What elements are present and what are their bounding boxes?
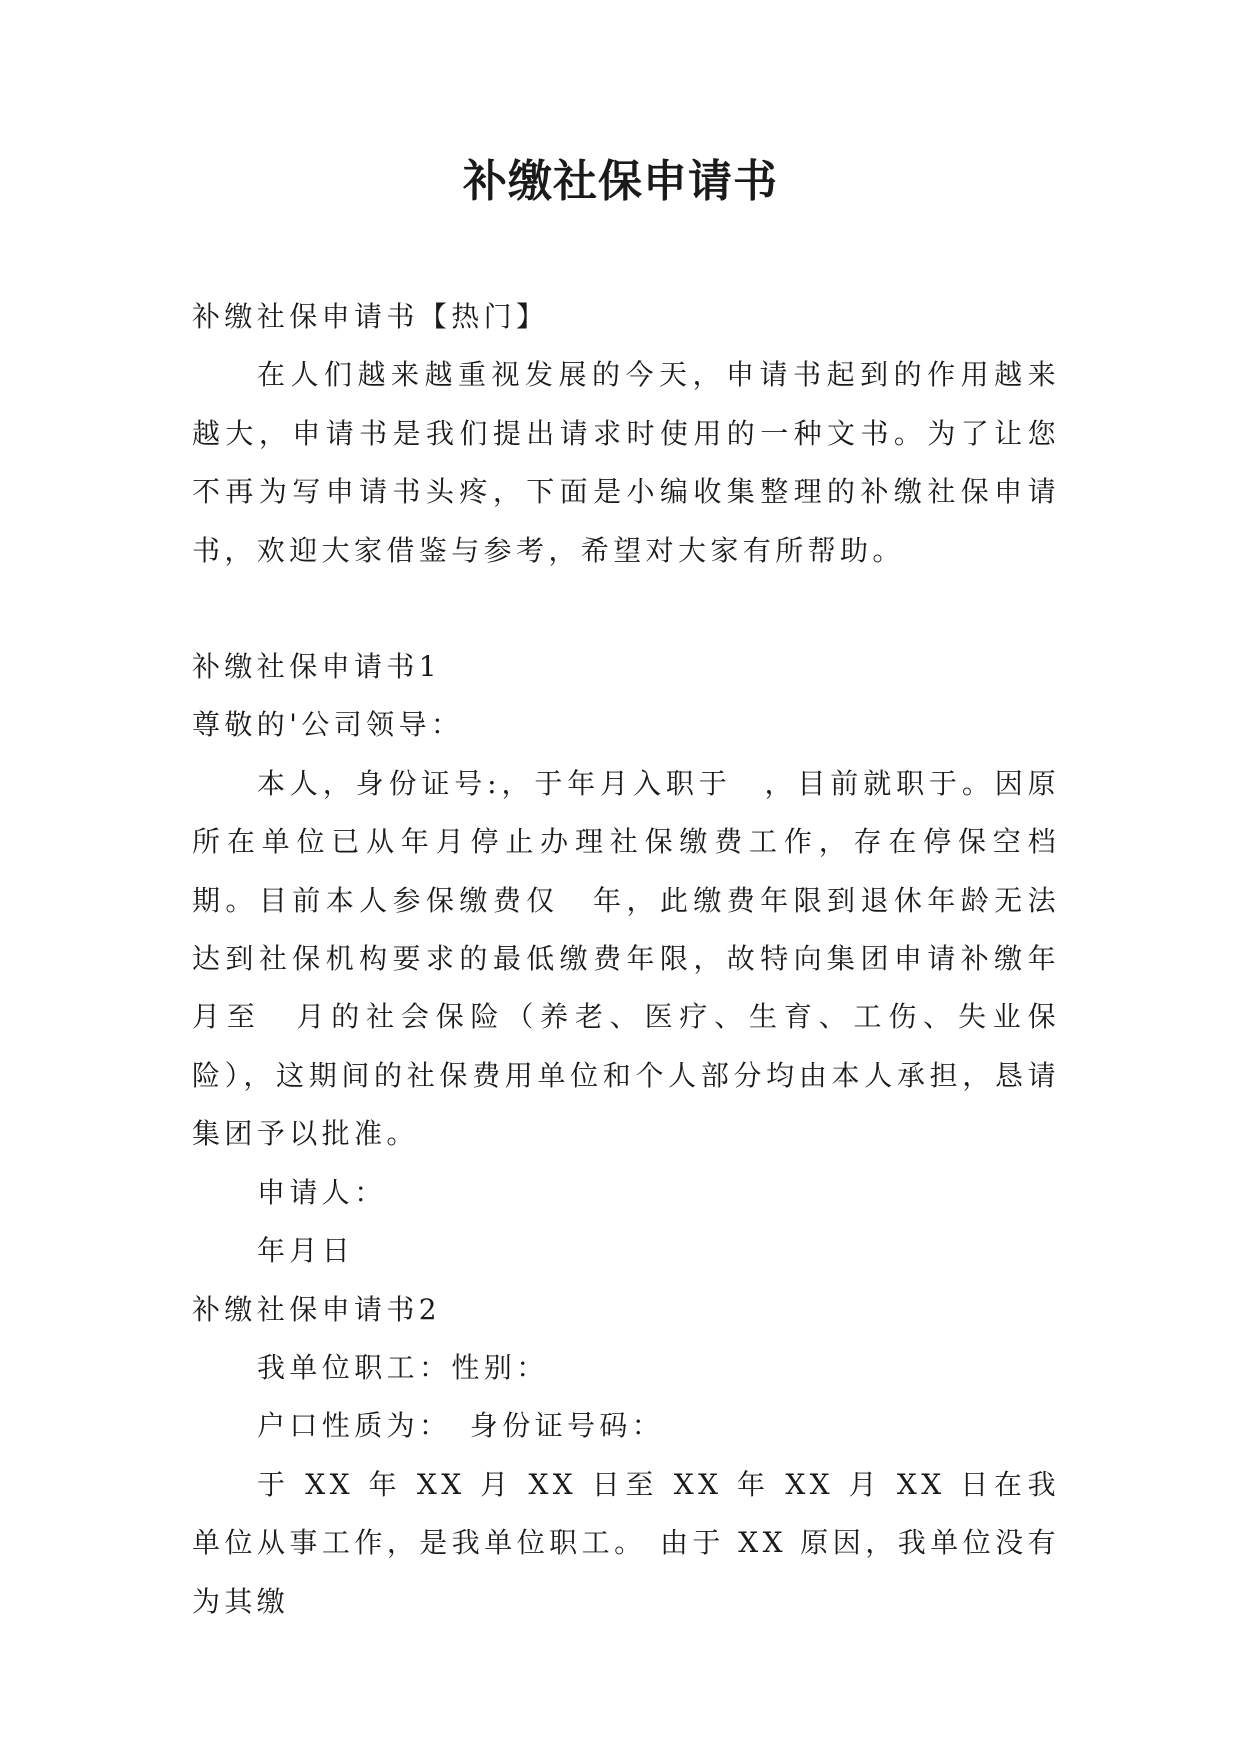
document-body — [192, 288, 1060, 1631]
section2-line1: 我单位职工：性别： — [257, 1350, 549, 1384]
document-title: 补缴社保申请书 — [463, 156, 778, 207]
section1-applicant: 申请人： — [257, 1175, 387, 1209]
section2-heading: 补缴社保申请书2 — [192, 1292, 442, 1326]
section1-heading: 补缴社保申请书1 — [192, 650, 442, 684]
intro-paragraph: 在人们越来越重视发展的今天，申请书起到的作用越来越大，申请书是我们提出请求时使用的一种文书。为了让您不再为写申请书头疼，下面是小编收集整理的补缴社保申请书，欢迎大家借鉴与参考，希望对大家有所帮助。 — [192, 358, 1060, 567]
section1-date: 年月日 — [257, 1234, 355, 1268]
intro-heading: 补缴社保申请书【热门】 — [192, 300, 549, 333]
section1-body: 本人，身份证号:，于年月入职于 ，目前就职于。因原所在单位已从年月停止办理社保缴费工作，存在停保空档期。目前本人参保缴费仅 年，此缴费年限到退休年龄无法达到社保机构要求的最低缴费年限，故特向集团申请补缴年月至 月的社会保险（养老、医疗、生育、工伤、失业保险），这期间的社保费用单位和个人部分均由本人承担，恳请集团予以批准。 — [192, 766, 1060, 1151]
section2-body: 于 XX 年 XX 月 XX 日至 XX 年 XX 月 XX 日在我单位从事工作，是我单位职工。 由于 XX 原因，我单位没有为其缴 — [192, 1467, 1060, 1618]
section1-salutation: 尊敬的'公司领导： — [192, 708, 464, 742]
section2-line2: 户口性质为： 身份证号码： — [257, 1409, 665, 1443]
